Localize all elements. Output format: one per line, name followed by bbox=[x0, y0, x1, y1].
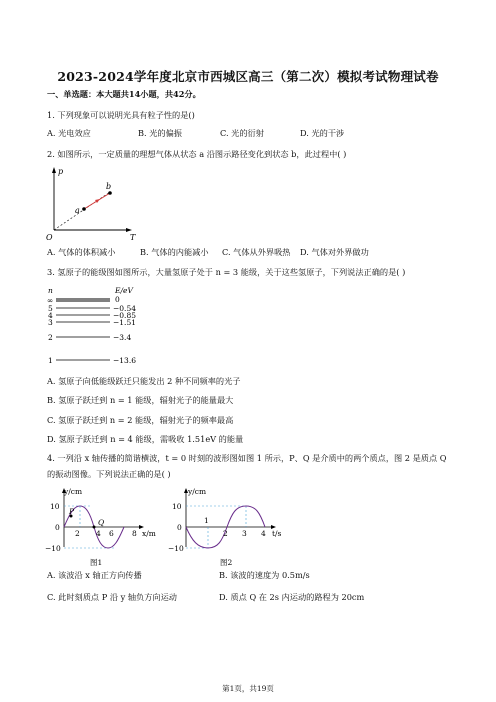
q3-level-e-2: −3.4 bbox=[113, 333, 132, 342]
q3-level-n-2: 2 bbox=[48, 333, 53, 342]
fig2-ytick-neg10: −10 bbox=[168, 544, 184, 553]
fig1-label-q: Q bbox=[98, 518, 105, 527]
q4-wave-figure-1 bbox=[28, 485, 168, 568]
fig1-xlabel: x/m bbox=[142, 529, 156, 538]
q3-col-n: n bbox=[48, 286, 53, 295]
page-footer: 第1页，共19页 bbox=[222, 684, 274, 693]
fig1-ytick-10: 10 bbox=[50, 502, 60, 511]
fig1-label-p: P bbox=[69, 507, 75, 516]
q3-option-b[interactable]: B. 氢原子跃迁到 n = 1 能级，辐射光子的能量最大 bbox=[47, 395, 234, 405]
fig2-xtick-1: 1 bbox=[204, 516, 209, 525]
q2-option-a[interactable]: A. 气体的体积减小 bbox=[47, 247, 116, 257]
q3-option-c[interactable]: C. 氢原子跃迁到 n = 2 能级，辐射光子的频率最高 bbox=[47, 415, 234, 425]
q3-level-n-1: 1 bbox=[48, 356, 53, 365]
q1-option-d[interactable]: D. 光的干涉 bbox=[300, 128, 345, 138]
q3-level-e-1: −13.6 bbox=[113, 356, 136, 365]
fig1-xtick-8: 8 bbox=[132, 529, 137, 538]
q2-point-a: a bbox=[75, 206, 80, 215]
q1-option-a[interactable]: A. 光电效应 bbox=[47, 128, 91, 138]
q3-level-e-5: −0.54 bbox=[113, 304, 136, 313]
q3-level-e-3: −1.51 bbox=[113, 318, 136, 327]
q3-level-n-3: 3 bbox=[48, 318, 53, 327]
fig1-caption: 图1 bbox=[90, 558, 103, 567]
q3-level-n-inf: ∞ bbox=[47, 296, 54, 305]
q2-point-b: b bbox=[106, 182, 112, 191]
fig2-ylabel: y/cm bbox=[188, 487, 207, 496]
q3-option-d[interactable]: D. 氢原子跃迁到 n = 4 能级，需吸收 1.51eV 的能量 bbox=[47, 434, 244, 444]
q4-vibration-figure-2 bbox=[168, 485, 308, 568]
q4-option-d[interactable]: D. 质点 Q 在 2s 内运动的路程为 20cm bbox=[219, 592, 365, 602]
q2-origin: O bbox=[46, 233, 53, 242]
fig1-xtick-2: 2 bbox=[75, 529, 80, 538]
q4-stem-line1: 4. 一列沿 x 轴传播的简谐横波，t = 0 时刻的波形图如图 1 所示，P、Q 是介质中的两个质点，图 2 是质点 Q bbox=[47, 453, 447, 463]
fig2-xtick-3: 3 bbox=[242, 529, 247, 538]
q1-option-b[interactable]: B. 光的偏振 bbox=[138, 128, 182, 138]
q4-option-b[interactable]: B. 该波的速度为 0.5m/s bbox=[219, 570, 310, 580]
q2-option-b[interactable]: B. 气体的内能减小 bbox=[140, 247, 209, 257]
q1-stem: 1. 下列现象可以说明光具有粒子性的是() bbox=[47, 110, 195, 120]
q2-stem: 2. 如图所示，一定质量的理想气体从状态 a 沿图示路径变化到状态 b，此过程中( ) bbox=[47, 149, 347, 159]
q2-pt-diagram bbox=[44, 164, 144, 242]
fig2-xtick-2: 2 bbox=[223, 529, 228, 538]
fig1-xtick-4: 4 bbox=[96, 529, 101, 538]
q3-stem: 3. 氢原子的能级图如图所示，大量氢原子处于 n = 3 能级，关于这些氢原子，下列说法正确的是( ) bbox=[47, 267, 406, 277]
q2-option-d[interactable]: D. 气体对外界做功 bbox=[300, 247, 369, 257]
q3-level-n-5: 5 bbox=[48, 304, 53, 313]
fig2-caption: 图2 bbox=[220, 558, 233, 567]
q4-option-a[interactable]: A. 该波沿 x 轴正方向传播 bbox=[47, 570, 142, 580]
q3-level-n-4: 4 bbox=[48, 311, 53, 320]
fig2-xlabel: t/s bbox=[272, 529, 282, 538]
page-title: 2023-2024学年度北京市西城区高三（第二次）模拟考试物理试卷 bbox=[57, 69, 439, 84]
q2-axis-t: T bbox=[130, 233, 136, 242]
fig1-ytick-neg10: −10 bbox=[45, 544, 61, 553]
q3-energy-level-diagram bbox=[44, 283, 154, 367]
fig1-ytick-0: 0 bbox=[55, 523, 60, 532]
q2-option-c[interactable]: C. 气体从外界吸热 bbox=[222, 247, 291, 257]
q2-axis-p: p bbox=[58, 167, 64, 176]
fig1-ylabel: y/cm bbox=[64, 487, 83, 496]
q1-option-c[interactable]: C. 光的衍射 bbox=[220, 128, 264, 138]
q3-level-e-4: −0.85 bbox=[113, 311, 136, 320]
fig2-ytick-0: 0 bbox=[177, 523, 182, 532]
section-heading: 一、单选题：本大题共14小题，共42分。 bbox=[47, 89, 201, 99]
q3-col-e: E/eV bbox=[115, 286, 133, 295]
q3-option-a[interactable]: A. 氢原子向低能级跃迁只能发出 2 种不同频率的光子 bbox=[47, 376, 241, 386]
fig2-ytick-10: 10 bbox=[172, 502, 182, 511]
q4-stem-line2: 的振动图像。下列说法正确的是( ) bbox=[47, 469, 171, 479]
fig2-xtick-4: 4 bbox=[261, 529, 266, 538]
q3-level-e-inf: 0 bbox=[115, 295, 120, 304]
q4-option-c[interactable]: C. 此时刻质点 P 沿 y 轴负方向运动 bbox=[47, 592, 177, 602]
fig1-xtick-6: 6 bbox=[109, 529, 114, 538]
